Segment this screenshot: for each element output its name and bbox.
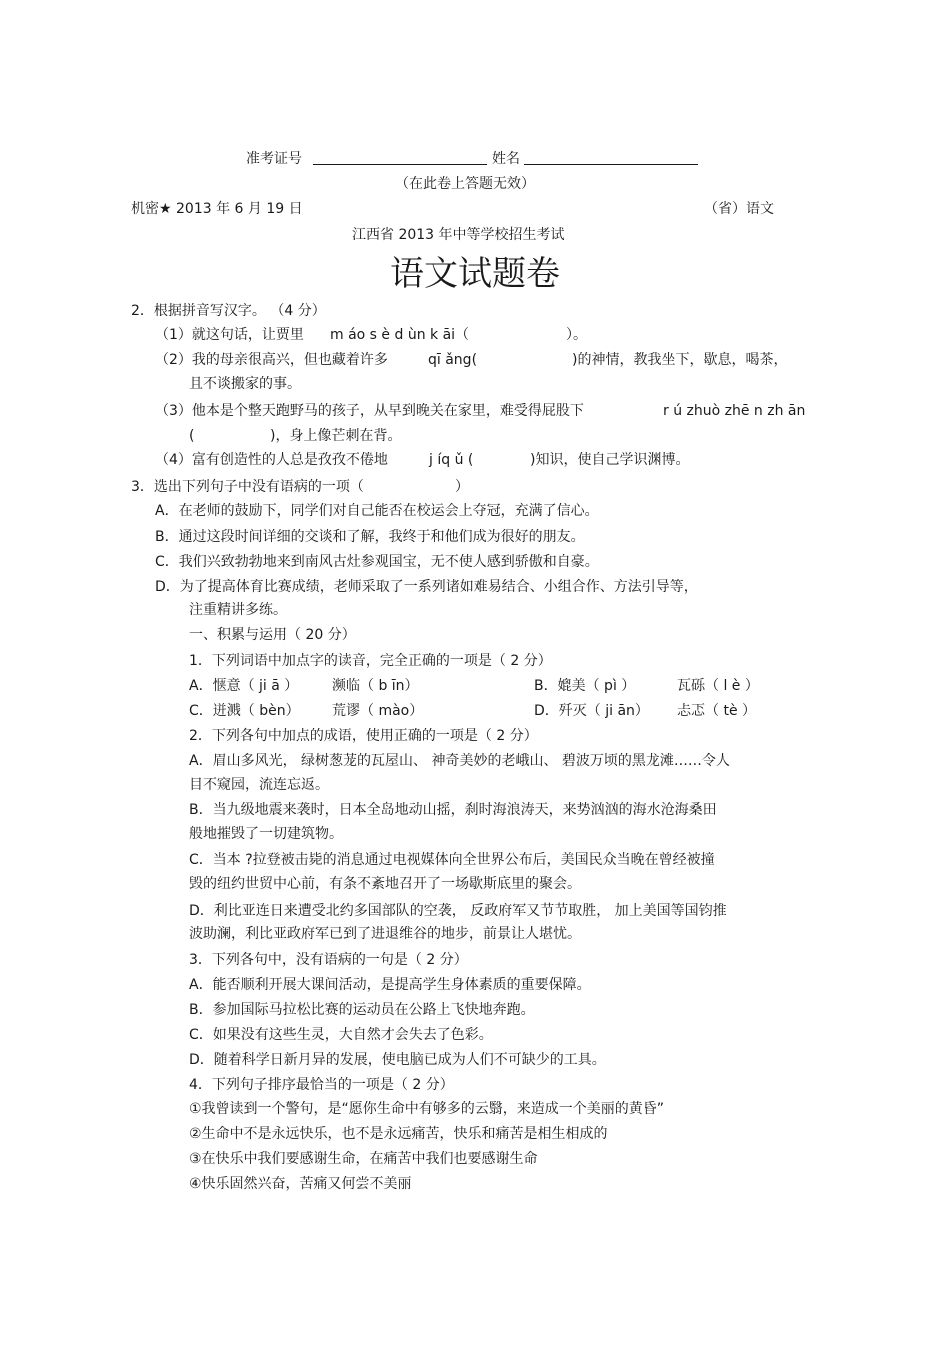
- p1q3-a: A．能否顺利开展大课间活动，是提高学生身体素质的重要保障。: [189, 977, 591, 993]
- exam-name: 江西省 2013 年中等学校招生考试: [352, 227, 565, 243]
- q3-stem: 3．选出下列句子中没有语病的一项（: [131, 479, 364, 495]
- p1q2-c-cont: 毁的纽约世贸中心前，有条不紊地召开了一场歇斯底里的聚会。: [189, 876, 581, 892]
- q2-item2-end: )的神情，教我坐下，歇息，喝茶，: [572, 352, 788, 368]
- p1q1-a1: A．惬意（ ji ā ）: [189, 678, 299, 694]
- q3-stem-end: ）: [455, 479, 469, 495]
- p1q1-d1: D．歼灭（ ji ān）: [534, 703, 649, 719]
- p1q2-b: B．当九级地震来袭时，日本全岛地动山摇，刹时海浪涛天，来势汹汹的海水沧海桑田: [189, 802, 717, 818]
- p1q2-d-cont: 波助澜，利比亚政府军已到了进退维谷的地步，前景让人堪忧。: [189, 926, 581, 942]
- p1q1-a2: 濒临（ b īn）: [332, 678, 419, 694]
- q2-item2-pinyin: qī ǎng(: [428, 352, 478, 368]
- q3-option-d-cont: 注重精讲多练。: [189, 602, 287, 618]
- q2-item3-text: （3）他本是个整天跑野马的孩子，从早到晚关在家里，难受得屁股下: [155, 403, 584, 419]
- q2-item4-pinyin: j íq ǔ (: [429, 452, 474, 468]
- p1q2-b-cont: 般地摧毁了一切建筑物。: [189, 826, 343, 842]
- q2-item4-text: （4）富有创造性的人总是孜孜不倦地: [155, 452, 388, 468]
- p1q2-stem: 2．下列各句中加点的成语，使用正确的一项是（ 2 分）: [189, 728, 538, 744]
- q2-item2-text: （2）我的母亲很高兴，但也藏着许多: [155, 352, 388, 368]
- p1q1-b1: B．媲美（ pì ）: [534, 678, 636, 694]
- name-blank: [524, 150, 698, 165]
- q2-item3-end: )，身上像芒刺在背。: [270, 428, 402, 444]
- p1q1-b2: 瓦砾（ l è ）: [677, 678, 759, 694]
- part1-heading: 一、积累与运用（ 20 分）: [189, 627, 356, 643]
- q3-option-b: B．通过这段时间详细的交谈和了解，我终于和他们成为很好的朋友。: [155, 529, 585, 545]
- q2-item3-open: (: [189, 428, 195, 444]
- p1q1-stem: 1．下列词语中加点字的读音，完全正确的一项是（ 2 分）: [189, 653, 552, 669]
- invalid-answer-notice: （在此卷上答题无效）: [395, 176, 535, 192]
- q2-item3-pinyin: r ú zhuò zhē n zh ān: [663, 403, 806, 419]
- p1q2-c: C．当本 ?拉登被击毙的消息通过电视媒体向全世界公布后，美国民众当晚在曾经被撞: [189, 852, 715, 868]
- q2-stem: 2．根据拼音写汉字。 （4 分）: [131, 303, 326, 319]
- q2-item1-pinyin: m áo s è d ùn k āi（: [330, 327, 470, 343]
- province-subject: （省）语文: [704, 201, 774, 217]
- p1q1-d2: 忐忑（ tè ）: [677, 703, 757, 719]
- p1q4-s3: ③在快乐中我们要感谢生命，在痛苦中我们也要感谢生命: [189, 1151, 538, 1167]
- name-label: 姓名: [492, 151, 520, 167]
- q3-option-a: A．在老师的鼓励下，同学们对自己能否在校运会上夺冠，充满了信心。: [155, 503, 599, 519]
- q2-item4-end: )知识，使自己学识渊博。: [530, 452, 690, 468]
- p1q4-s1: ①我曾读到一个警句，是“愿你生命中有够多的云翳，来造成一个美丽的黄昏”: [189, 1101, 665, 1117]
- admission-number-blank: [313, 150, 487, 165]
- page-title: 语文试题卷: [390, 254, 560, 294]
- q2-item1-end: ）。: [566, 327, 587, 343]
- p1q3-d: D．随着科学日新月异的发展，使电脑已成为人们不可缺少的工具。: [189, 1052, 606, 1068]
- p1q1-c2: 荒谬（ mào）: [332, 703, 424, 719]
- p1q4-stem: 4．下列句子排序最恰当的一项是（ 2 分）: [189, 1077, 454, 1093]
- p1q3-b: B．参加国际马拉松比赛的运动员在公路上飞快地奔跑。: [189, 1002, 535, 1018]
- q3-option-c: C．我们兴致勃勃地来到南风古灶参观国宝，无不使人感到骄傲和自豪。: [155, 554, 599, 570]
- admission-number-label: 准考证号: [246, 151, 302, 167]
- p1q2-a-cont: 目不窥园，流连忘返。: [189, 777, 329, 793]
- p1q3-c: C．如果没有这些生灵，大自然才会失去了色彩。: [189, 1027, 493, 1043]
- p1q4-s2: ②生命中不是永远快乐，也不是永远痛苦，快乐和痛苦是相生相成的: [189, 1126, 608, 1142]
- p1q3-stem: 3．下列各句中，没有语病的一句是（ 2 分）: [189, 952, 468, 968]
- p1q4-s4: ④快乐固然兴奋，苦痛又何尝不美丽: [189, 1176, 412, 1192]
- p1q2-d: D．利比亚连日来遭受北约多国部队的空袭， 反政府军又节节取胜， 加上美国等国钧推: [189, 903, 727, 919]
- p1q1-c1: C．迸溅（ bèn）: [189, 703, 300, 719]
- q2-item1-text: （1）就这句话，让贾里: [155, 327, 304, 343]
- p1q2-a: A．眉山多风光， 绿树葱茏的瓦屋山、 神奇美妙的老峨山、 碧波万顷的黑龙滩……令人: [189, 753, 730, 769]
- q3-option-d: D．为了提高体育比赛成绩，老师采取了一系列诸如难易结合、小组合作、方法引导等，: [155, 579, 698, 595]
- confidential-date: 机密★ 2013 年 6 月 19 日: [131, 201, 303, 217]
- q2-item2-cont: 且不谈搬家的事。: [189, 376, 301, 392]
